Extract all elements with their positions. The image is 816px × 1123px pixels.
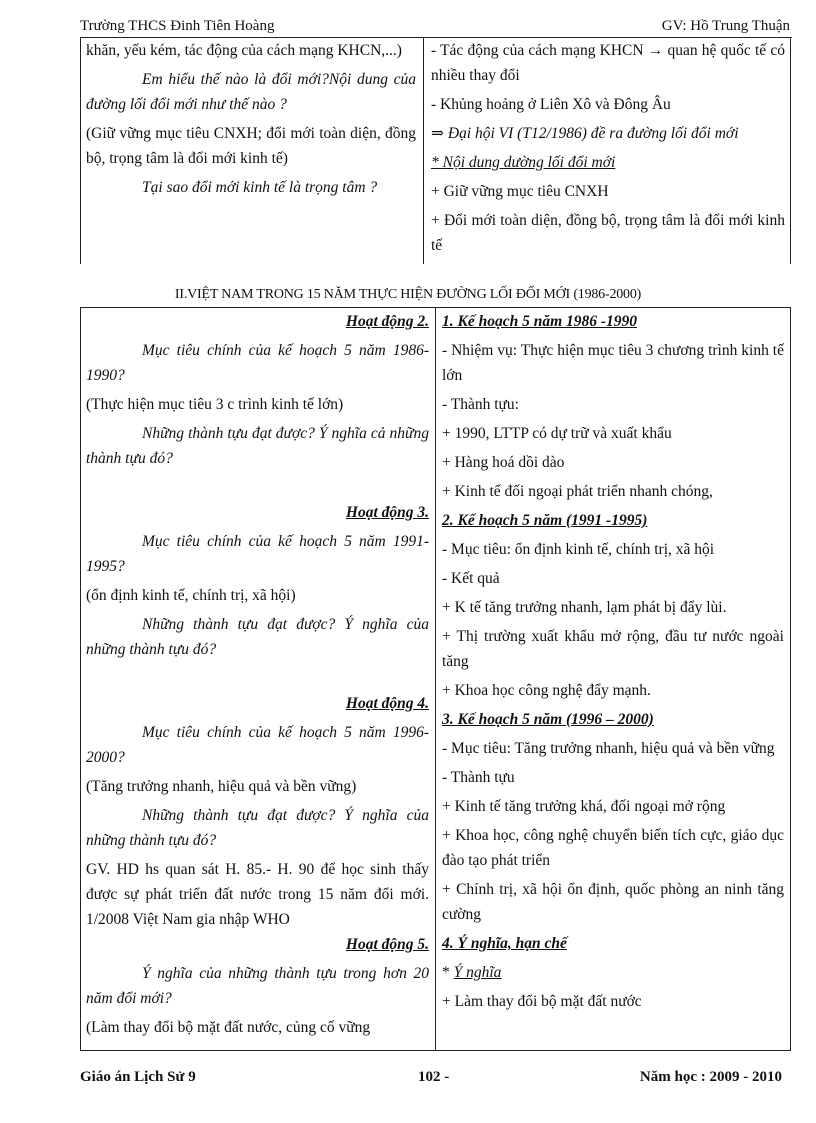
top-left-answer-1: (Giữ vững mục tiêu CNXH; đổi mới toàn diện, đồng bộ, trọng tâm là đổi mới kinh tế) bbox=[86, 125, 416, 167]
top-left-question-2: Tại sao đổi mới kinh tế là trọng tâm ? bbox=[142, 179, 378, 196]
footer-subject: Giáo án Lịch Sử 9 bbox=[80, 1069, 196, 1085]
main-table-right-cell bbox=[442, 309, 784, 1014]
plan-2-result-2: + Thị trường xuất khẩu mở rộng, đầu tư nước ngoài tăng bbox=[442, 628, 784, 670]
activity-4-question-1: Mục tiêu chính của kế hoạch 5 năm 1996-2000? bbox=[86, 724, 429, 766]
main-table-right-border bbox=[790, 307, 791, 1050]
top-table-divider bbox=[423, 38, 424, 264]
top-left-question-1: Em hiểu thế nào là đổi mới?Nội dung của đường lối đổi mới như thế nào ? bbox=[86, 71, 416, 113]
significance-star: * bbox=[442, 964, 454, 981]
plan-2-result-3: + Khoa học công nghệ đẩy mạnh. bbox=[442, 682, 651, 699]
footer-school-year: Năm học : 2009 - 2010 bbox=[639, 1069, 782, 1085]
activity-2-answer-1: (Thực hiện mục tiêu 3 c trình kinh tế lớn) bbox=[86, 396, 344, 413]
top-right-line-2: - Khủng hoảng ở Liên Xô và Đông Âu bbox=[431, 96, 671, 113]
plan-3-heading: 3. Kế hoạch 5 năm (1996 – 2000) bbox=[442, 711, 654, 728]
plan-1-achievement-1: + 1990, LTTP có dự trữ và xuất khẩu bbox=[442, 425, 672, 442]
plan-1-achievements-label: - Thành tựu: bbox=[442, 396, 519, 413]
main-table-bottom-border bbox=[80, 1050, 791, 1051]
plan-3-achievement-3: + Chính trị, xã hội ổn định, quốc phòng an ninh tăng cường bbox=[442, 881, 784, 923]
plan-1-heading: 1. Kế hoạch 5 năm 1986 -1990 bbox=[442, 313, 638, 330]
activity-3-heading: Hoạt động 3. bbox=[345, 504, 429, 521]
activity-4-question-2: Những thành tựu đạt được? Ý nghĩa của những thành tựu đó? bbox=[86, 807, 429, 849]
header-school: Trường THCS Đinh Tiên Hoàng bbox=[80, 18, 275, 34]
activity-5-question-1: Ý nghĩa của những thành tựu trong hơn 20 năm đổi mới? bbox=[86, 965, 429, 1007]
significance-label bbox=[442, 960, 784, 985]
activity-4-answer-1: (Tăng trưởng nhanh, hiệu quả và bền vững) bbox=[86, 778, 357, 795]
plan-3-goal: - Mục tiêu: Tăng trưởng nhanh, hiệu quả và bền vững bbox=[442, 740, 775, 757]
plan-1-task: - Nhiệm vụ: Thực hiện mục tiêu 3 chương trình kinh tế lớn bbox=[442, 342, 784, 384]
top-right-line-1: - Tác động của cách mạng KHCN → quan hệ quốc tế có nhiều thay đổi bbox=[431, 42, 785, 84]
activity-5-heading: Hoạt động 5. bbox=[345, 936, 429, 953]
activity-5-answer-1: (Làm thay đổi bộ mặt đất nước, củng cố vững bbox=[86, 1019, 371, 1036]
activity-4-teacher-note: GV. HD hs quan sát H. 85.- H. 90 để học sinh thấy được sự phát triển đất nước trong 15 năm đổi mới. 1/2008 Việt Nam gia nhập WHO bbox=[86, 861, 429, 928]
main-table-left-cell bbox=[86, 309, 429, 1040]
top-right-line-3: ⇒ Đại hội VI (T12/1986) đề ra đường lối đổi mới bbox=[431, 125, 739, 142]
top-table-right-cell bbox=[431, 38, 785, 258]
activity-3-answer-1: (ổn định kinh tế, chính trị, xã hội) bbox=[86, 587, 296, 604]
top-table-left-border bbox=[80, 38, 81, 264]
footer-page-number: 102 - bbox=[418, 1069, 450, 1085]
plan-3-achievements-label: - Thành tựu bbox=[442, 769, 515, 786]
top-left-line-1: khăn, yếu kém, tác động của cách mạng KHCN,...) bbox=[86, 42, 402, 59]
activity-2-question-2: Những thành tựu đạt được? Ý nghĩa cả những thành tựu đó? bbox=[86, 425, 429, 467]
plan-3-achievement-2: + Khoa học, công nghệ chuyển biến tích cực, giáo dục đào tạo phát triển bbox=[442, 827, 784, 869]
plan-2-goal: - Mục tiêu: ổn định kinh tế, chính trị, xã hội bbox=[442, 541, 715, 558]
main-table-left-border bbox=[80, 307, 81, 1050]
section-title: II.VIỆT NAM TRONG 15 NĂM THỰC HIỆN ĐƯỜNG LỐI ĐỔI MỚI (1986-2000) bbox=[174, 287, 642, 302]
main-table-divider bbox=[435, 307, 436, 1050]
top-right-line-6: + Đổi mới toàn diện, đồng bộ, trọng tâm là đổi mới kinh tế bbox=[431, 212, 785, 254]
plan-2-heading: 2. Kế hoạch 5 năm (1991 -1995) bbox=[442, 512, 648, 529]
top-right-line-5: + Giữ vững mục tiêu CNXH bbox=[431, 183, 609, 200]
plan-1-achievement-2: + Hàng hoá dồi dào bbox=[442, 454, 565, 471]
top-right-line-4: * Nội dung dường lối đổi mới bbox=[431, 154, 616, 171]
activity-4-heading: Hoạt động 4. bbox=[345, 695, 429, 712]
header-teacher: GV: Hồ Trung Thuận bbox=[661, 18, 790, 34]
activity-2-question-1: Mục tiêu chính của kế hoạch 5 năm 1986-1990? bbox=[86, 342, 429, 384]
activity-3-question-1: Mục tiêu chính của kế hoạch 5 năm 1991-1995? bbox=[86, 533, 429, 575]
plan-2-result-1: + K tế tăng trưởng nhanh, lạm phát bị đẩy lùi. bbox=[442, 599, 727, 616]
plan-1-achievement-3: + Kinh tế đối ngoại phát triển nhanh chóng, bbox=[442, 483, 713, 500]
activity-3-question-2: Những thành tựu đạt được? Ý nghĩa của những thành tựu đó? bbox=[86, 616, 429, 658]
significance-text: Ý nghĩa bbox=[453, 964, 502, 981]
plan-3-achievement-1: + Kinh tế tăng trưởng khá, đối ngoại mở rộng bbox=[442, 798, 726, 815]
plan-2-results-label: - Kết quả bbox=[442, 570, 500, 587]
significance-point-1: + Làm thay đổi bộ mặt đất nước bbox=[442, 993, 642, 1010]
activity-2-heading: Hoạt động 2. bbox=[345, 313, 429, 330]
section-4-heading: 4. Ý nghĩa, hạn chế bbox=[442, 935, 567, 952]
top-table-right-border bbox=[790, 38, 791, 264]
top-table-left-cell bbox=[86, 38, 416, 200]
